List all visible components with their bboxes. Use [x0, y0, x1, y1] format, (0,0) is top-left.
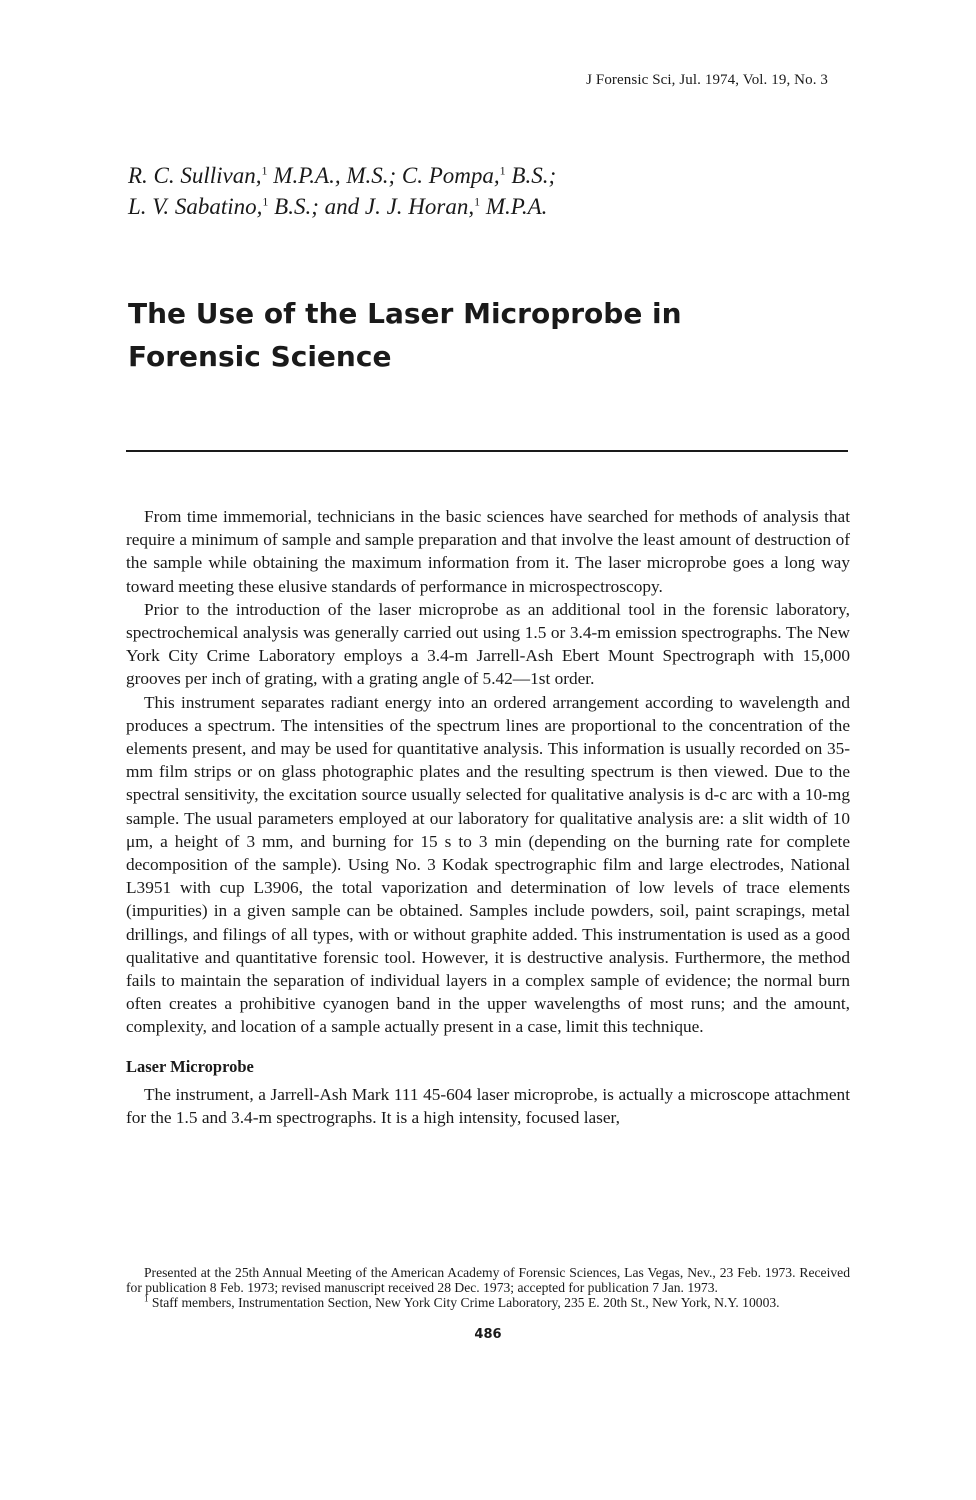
footnote-text: Staff members, Instrumentation Section, New York City Crime Laboratory, 235 E. 20th St., New York, N.Y. 10003. [148, 1295, 780, 1311]
body-paragraph: This instrument separates radiant energy into an ordered arrangement according to wavelength and produces a spectrum. The intensities of the spectrum lines are proportional to the concentration of the elements present, and may be used for quantitative analysis. This information is usually recorded on 35-mm film strips or on glass photographic plates and the resulting spectrum is then viewed. Due to the spectral sensitivity, the excitation source usually selected for qualitative analysis is d-c arc with a 10-mg sample. The usual parameters employed at our laboratory for qualitative analysis are: a slit width of 10 μm, a height of 3 mm, and burning for 15 s to 3 min (depending on the burning rate for complete decomposition of the sample). Using No. 3 Kodak spectrographic film and large electrodes, National L3951 with cup L3906, the total vaporization and determination of low levels of trace elements (impurities) in a given sample can be obtained. Samples include powders, soil, paint scrapings, metal drillings, and filings of all types, with or without graphite added. This instrumentation is used as a good qualitative and quantitative forensic tool. However, it is destructive analysis. Furthermore, the method fails to maintain the separation of individual layers in a complex sample of evidence; the normal burn often creates a prohibitive cyanogen band in the upper wavelengths of most runs; and the amount, complexity, and location of a sample actually present in a case, limit this technique. [126, 692, 850, 1037]
page-number: 486 [474, 1327, 502, 1342]
footnote-marker: 1 [262, 194, 269, 209]
author-name: R. C. Sullivan, [128, 163, 262, 188]
body-paragraph: Prior to the introduction of the laser microprobe as an additional tool in the forensic laboratory, spectrochemical analysis was generally carried out using 1.5 or 3.4-m emission spectrographs. The New York City Crime Laboratory employs a 3.4-m Jarrell-Ash Ebert Mount Spectrograph with 15,000 grooves per inch of grating, with a grating angle of 5.42—1st order. [126, 599, 850, 689]
footnotes [126, 1265, 850, 1311]
author-degrees: M.P.A., M.S.; [267, 163, 402, 188]
title-line-1: The Use of the Laser Microprobe in [128, 297, 682, 330]
title-line-2: Forensic Science [128, 340, 392, 373]
footnote-marker: 1 [474, 194, 481, 209]
footnote-marker: 1 [144, 1293, 149, 1304]
author-name: C. Pompa, [401, 163, 500, 188]
footnote-marker: 1 [261, 163, 268, 178]
presentation-note: Presented at the 25th Annual Meeting of the American Academy of Forensic Sciences, Las Vegas, Nev., 23 Feb. 1973. Received for publication 8 Feb. 1973; revised manuscript received 28 Dec. 1973; accepted for publication 7 Jan. 1973. [126, 1265, 850, 1296]
section-heading: Laser Microprobe [126, 1056, 254, 1076]
journal-citation-header: J Forensic Sci, Jul. 1974, Vol. 19, No. 3 [586, 72, 828, 88]
author-list [128, 160, 848, 222]
author-line-2 [128, 191, 848, 222]
body-paragraph: From time immemorial, technicians in the basic sciences have searched for methods of analysis that require a minimum of sample and sample preparation and that involve the least amount of destruction of the sample while obtaining the maximum information from it. The laser microprobe goes a long way toward meeting these elusive standards of performance in microspectroscopy. [126, 507, 850, 596]
footnote-marker: 1 [499, 163, 506, 178]
article-title [128, 292, 848, 378]
author-degrees: M.P.A. [480, 194, 548, 219]
author-degrees: B.S.; and [268, 194, 365, 219]
author-name: J. J. Horan, [364, 194, 475, 219]
author-degrees: B.S.; [505, 163, 557, 188]
article-body [126, 505, 850, 1129]
author-line-1 [128, 160, 848, 191]
author-name: L. V. Sabatino, [128, 194, 263, 219]
title-divider [126, 450, 848, 452]
footnote-1 [126, 1295, 850, 1310]
body-paragraph: The instrument, a Jarrell-Ash Mark 111 45-604 laser microprobe, is actually a microscope attachment for the 1.5 and 3.4-m spectrographs. It is a high intensity, focused laser, [126, 1084, 850, 1128]
